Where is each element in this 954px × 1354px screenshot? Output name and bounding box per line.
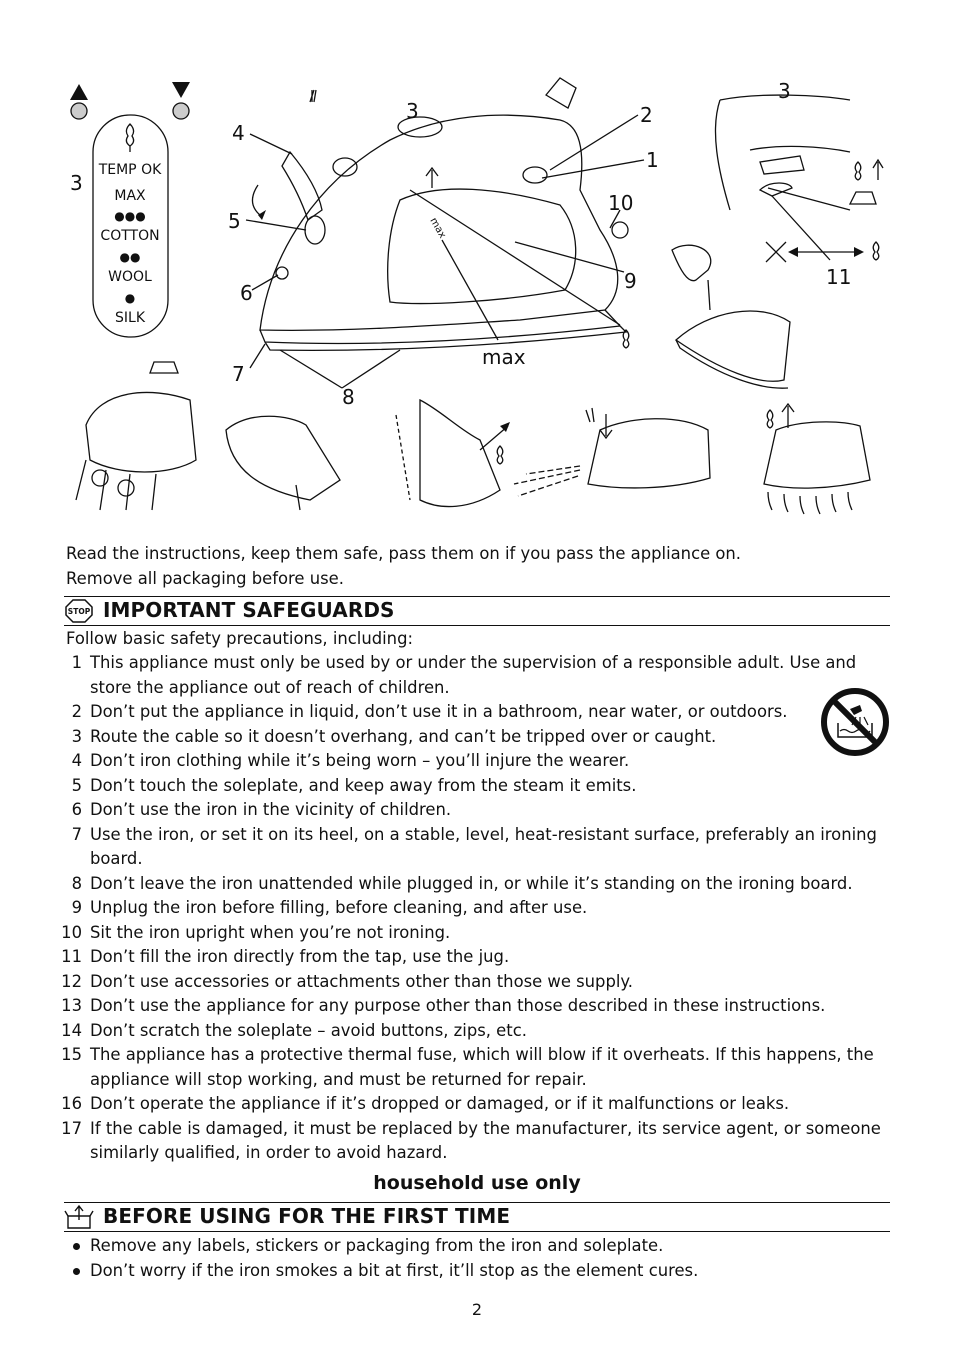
steam-icon: [623, 330, 629, 348]
first-time-header: [64, 1202, 890, 1232]
callout-3-dial: 3: [70, 171, 83, 195]
steam-control-detail: [672, 79, 883, 388]
unpack-box-icon: [64, 1204, 94, 1230]
callout-3: 3: [406, 99, 419, 123]
temp-down-light-icon: [173, 103, 189, 119]
arrow-up-icon: [873, 160, 883, 180]
callout-11: 11: [826, 265, 852, 289]
dial-label-temp-ok: TEMP OK: [98, 162, 162, 178]
stop-icon-text: STOP: [67, 607, 91, 616]
callout-4: 4: [232, 121, 245, 145]
callout-2: 2: [640, 103, 653, 127]
steam-burst-button: [305, 216, 325, 244]
list-item: 8 Don’t leave the iron unattended while plugged in, or while it’s standing on the ironing board.: [71, 873, 853, 893]
dial-label-silk: SILK: [115, 310, 145, 326]
list-item: 2 Don’t put the appliance in liquid, don’t use it in a bathroom, near water, or outdoors.: [71, 702, 788, 721]
dry-iron-icon: [850, 192, 876, 204]
safeguards-header: [64, 596, 890, 626]
triangle-down-icon: [172, 82, 190, 98]
list-item: 15 The appliance has a protective thermal fuse, which will blow if it overheats. If this happens, the appliance will stop working, and must be returned for repair.: [61, 1045, 874, 1089]
dial-label-cotton: COTTON: [100, 228, 160, 244]
list-item: 6 Don’t use the iron in the vicinity of children.: [71, 800, 452, 819]
stop-icon: [64, 598, 94, 624]
steam-icon: [855, 162, 861, 180]
list-item: 10 Sit the iron upright when you’re not ironing.: [61, 922, 451, 942]
handle-front: [282, 152, 322, 220]
dial-dots-2: ●●: [119, 250, 141, 264]
iron-upside-down: [226, 416, 340, 500]
temp-up-light-icon: [71, 103, 87, 119]
list-item: 3 Route the cable so it doesn’t overhang, and can’t be tripped over or caught.: [71, 726, 717, 746]
list-item: 14 Don’t scratch the soleplate – avoid buttons, zips, etc.: [61, 1020, 527, 1040]
list-item: 4 Don’t iron clothing while it’s being worn – you’ll injure the wearer.: [71, 751, 630, 770]
list-item: 16 Don’t operate the appliance if it’s dropped or damaged, or if it malfunctions or leaks.: [61, 1094, 790, 1113]
rotate-arrow-icon: [252, 185, 260, 215]
first-time-list: [60, 1234, 698, 1283]
tank-max-mark: max: [427, 216, 448, 241]
list-item: 11 Don’t fill the iron directly from the tap, use the jug.: [61, 947, 510, 966]
triangle-up-icon: [70, 84, 88, 100]
dial-dots-3: ●●●: [114, 209, 146, 223]
list-item: Remove any labels, stickers or packaging from the iron and soleplate.: [60, 1234, 698, 1259]
self-clean-button: [612, 222, 628, 238]
intro-line-2: Remove all packaging before use.: [66, 568, 344, 588]
list-item: 12 Don’t use accessories or attachments other than those we supply.: [61, 971, 633, 991]
spray-icon: [586, 408, 594, 422]
cable-guard: [546, 78, 576, 108]
safeguards-title: IMPORTANT SAFEGUARDS: [103, 598, 395, 622]
callout-1: 1: [646, 148, 659, 172]
steam-off-icon: [766, 242, 786, 262]
dial-dots-1: ●: [124, 291, 136, 305]
callout-5: 5: [228, 209, 241, 233]
callout-10: 10: [608, 191, 634, 215]
jug: [672, 245, 711, 280]
steam-icon: [126, 124, 133, 146]
callout-9: 9: [624, 269, 637, 293]
list-item: 7 Use the iron, or set it on its heel, on a stable, level, heat-resistant surface, preferably an ironing board.: [71, 824, 877, 868]
household-use-note: household use only: [373, 1172, 581, 1194]
list-item: 9 Unplug the iron before filling, before cleaning, and after use.: [71, 898, 588, 917]
no-bathroom-icon: [820, 687, 890, 757]
list-item: Don’t worry if the iron smokes a bit at first, it’ll stop as the element cures.: [60, 1259, 698, 1284]
list-item: 5 Don’t touch the soleplate, and keep away from the steam it emits.: [71, 775, 637, 795]
list-item: 1 This appliance must only be used by or under the supervision of a responsible adult. Use and store the appliance out of reach of children.: [71, 653, 857, 697]
usage-drawings: [76, 362, 870, 514]
steam-icon: [767, 410, 773, 428]
page-number: 2: [471, 1300, 483, 1319]
steam-icon: [497, 446, 503, 464]
arrow-up-icon: [782, 404, 794, 428]
arrow-up-icon: [426, 168, 438, 188]
dial-label-max: MAX: [114, 188, 146, 204]
intro-text: [66, 542, 741, 591]
spray-icon: [310, 90, 316, 102]
product-illustration: [60, 70, 900, 530]
temperature-dial-panel: [70, 82, 190, 337]
list-item: 13 Don’t use the appliance for any purpose other than those described in these instructions.: [61, 996, 826, 1015]
dial-label-wool: WOOL: [108, 269, 152, 285]
max-label: max: [482, 345, 526, 369]
iron-sideways: [420, 400, 500, 507]
dry-iron-icon: [150, 362, 178, 373]
main-iron-drawing: [228, 78, 659, 409]
steam-icon: [873, 242, 879, 260]
callout-7: 7: [232, 362, 245, 386]
callout-8: 8: [342, 385, 355, 409]
first-time-title: BEFORE USING FOR THE FIRST TIME: [103, 1204, 511, 1228]
spray-nozzle: [276, 267, 288, 279]
dial-window: [398, 117, 442, 137]
intro-line-1: Read the instructions, keep them safe, pass them on if you pass the appliance on.: [66, 544, 742, 563]
safeguards-lead: Follow basic safety precautions, including:: [66, 629, 413, 648]
callout-6: 6: [240, 281, 253, 305]
safeguards-list: [60, 651, 894, 1166]
spray-button: [333, 158, 357, 176]
temp-light: [523, 167, 547, 183]
iron-steam-burst: [764, 422, 870, 488]
list-item: 17 If the cable is damaged, it must be replaced by the manufacturer, its service agent, or someone similarly qualified, in order to avoid hazard.: [61, 1118, 881, 1162]
callout-3-detail: 3: [778, 79, 791, 103]
iron-vertical-steam: [86, 392, 196, 472]
